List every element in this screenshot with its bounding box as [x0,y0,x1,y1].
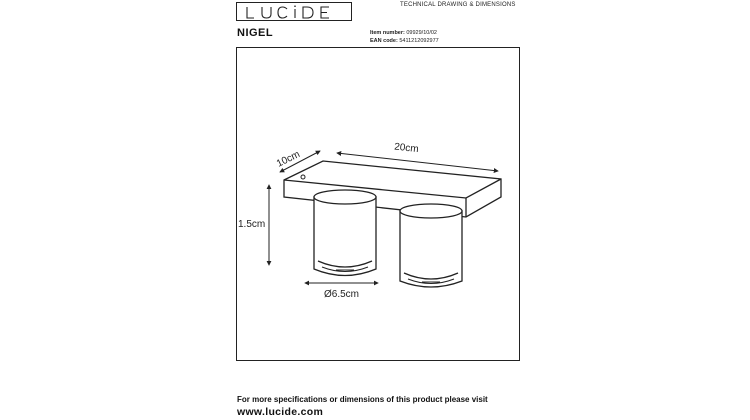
item-number-value: 09929/10/02 [406,30,437,36]
ean-row [370,37,439,45]
lucide-logo-icon [237,3,353,22]
length-dimension-line [337,153,498,171]
technical-drawing [236,47,520,361]
product-name: NIGEL [237,27,274,39]
brand-logo [236,2,352,21]
diameter-label: Ø6.5cm [324,289,360,300]
document-type: TECHNICAL DRAWING & DIMENSIONS [400,2,516,8]
ean-label: EAN code: [370,38,398,44]
website-link[interactable]: www.lucide.com [237,406,324,418]
depth-label: 10cm [275,149,302,170]
item-number-label: Item number: [370,30,405,36]
spotlight-left [314,190,376,276]
height-label: 1.5cm [238,219,266,230]
footer-note: For more specifications or dimensions of this product please visit [237,395,488,404]
product-meta [370,29,439,45]
length-label: 20cm [393,141,420,156]
screw-icon [301,175,305,179]
spotlight-right [400,204,462,287]
item-number-row [370,29,439,37]
ean-value: 5411212092977 [399,38,439,44]
